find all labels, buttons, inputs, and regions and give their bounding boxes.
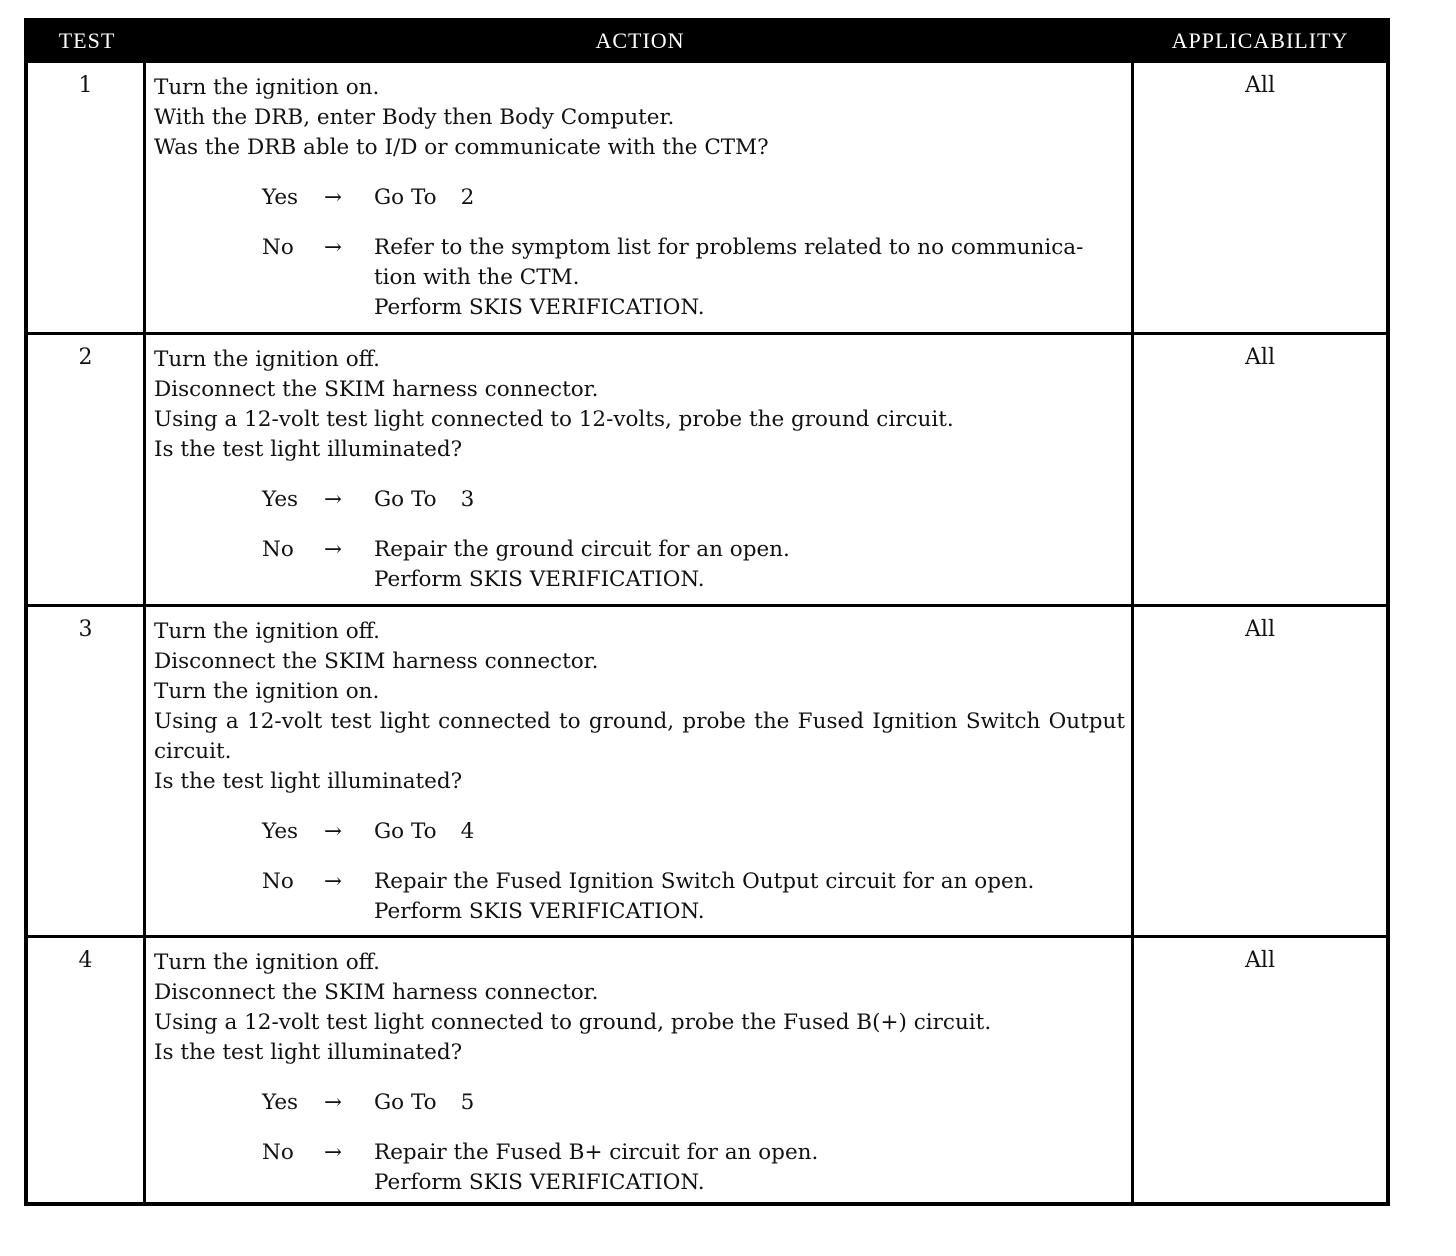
diagnostic-table: [24, 18, 1390, 1206]
goto-label: Go To: [374, 487, 437, 512]
action-step: Turn the ignition off.: [154, 347, 380, 372]
goto-target: 3: [460, 487, 475, 512]
result-line: Perform SKIS VERIFICATION.: [374, 1170, 705, 1195]
result-line: Perform SKIS VERIFICATION.: [374, 567, 705, 592]
action-step: Turn the ignition on.: [154, 679, 380, 704]
table-row: [28, 935, 1386, 1202]
yes-label: Yes: [262, 185, 299, 210]
no-result: [374, 867, 1130, 927]
table-row: [28, 60, 1386, 332]
action-step: Using a 12-volt test light connected to ground, probe the Fused Ignition Switch Output circuit.: [154, 709, 1125, 764]
header-test: TEST: [58, 28, 116, 53]
right-arrow-icon: →: [324, 1090, 343, 1115]
no-label: No: [262, 869, 294, 894]
no-branch: [154, 867, 1125, 927]
table-header: [28, 22, 1386, 60]
result-line: Refer to the symptom list for problems related to no communica-: [374, 235, 1084, 260]
result-line: tion with the CTM.: [374, 265, 580, 290]
no-result: [374, 233, 1130, 323]
goto-result: [374, 485, 1130, 515]
goto-result: [374, 183, 1130, 213]
action-step: Using a 12-volt test light connected to 12-volts, probe the ground circuit.: [154, 407, 954, 432]
goto-label: Go To: [374, 185, 437, 210]
action-question: Was the DRB able to I/D or communicate with the CTM?: [154, 135, 769, 160]
goto-result: [374, 1088, 1130, 1118]
right-arrow-icon: →: [324, 487, 343, 512]
action-question: Is the test light illuminated?: [154, 769, 463, 794]
yes-label: Yes: [262, 819, 299, 844]
goto-label: Go To: [374, 819, 437, 844]
action-step: Using a 12-volt test light connected to ground, probe the Fused B(+) circuit.: [154, 1010, 992, 1035]
table-row: [28, 604, 1386, 935]
header-applicability: APPLICABILITY: [1171, 28, 1349, 53]
yes-branch: [154, 817, 1125, 847]
right-arrow-icon: →: [324, 537, 343, 562]
action-cell: [146, 607, 1134, 935]
right-arrow-icon: →: [324, 235, 343, 260]
action-question: Is the test light illuminated?: [154, 437, 463, 462]
right-arrow-icon: →: [324, 185, 343, 210]
result-line: Perform SKIS VERIFICATION.: [374, 899, 705, 924]
yes-branch: [154, 1088, 1125, 1118]
no-result: [374, 1138, 1130, 1198]
yes-label: Yes: [262, 487, 299, 512]
result-line: Repair the Fused B+ circuit for an open.: [374, 1140, 819, 1165]
table-row: [28, 332, 1386, 604]
applicability-value: All: [1245, 73, 1275, 98]
goto-target: 2: [460, 185, 475, 210]
applicability-value: All: [1245, 345, 1275, 370]
action-step: Disconnect the SKIM harness connector.: [154, 377, 599, 402]
right-arrow-icon: →: [324, 1140, 343, 1165]
applicability-value: All: [1245, 948, 1275, 973]
header-action: ACTION: [595, 28, 685, 53]
action-step: Disconnect the SKIM harness connector.: [154, 980, 599, 1005]
right-arrow-icon: →: [324, 819, 343, 844]
result-line: Repair the Fused Ignition Switch Output circuit for an open.: [374, 869, 1035, 894]
goto-label: Go To: [374, 1090, 437, 1115]
no-label: No: [262, 235, 294, 260]
action-step: Turn the ignition on.: [154, 75, 380, 100]
test-number: 2: [28, 335, 146, 604]
action-step: With the DRB, enter Body then Body Computer.: [154, 105, 675, 130]
right-arrow-icon: →: [324, 869, 343, 894]
action-step: Turn the ignition off.: [154, 619, 380, 644]
goto-target: 4: [460, 819, 475, 844]
goto-result: [374, 817, 1130, 847]
test-number: 4: [28, 938, 146, 1202]
result-line: Perform SKIS VERIFICATION.: [374, 295, 705, 320]
no-branch: [154, 535, 1125, 595]
applicability-value: All: [1245, 617, 1275, 642]
action-step: Disconnect the SKIM harness connector.: [154, 649, 599, 674]
no-result: [374, 535, 1130, 595]
action-cell: [146, 335, 1134, 604]
yes-label: Yes: [262, 1090, 299, 1115]
yes-branch: [154, 485, 1125, 515]
no-branch: [154, 233, 1125, 323]
action-question: Is the test light illuminated?: [154, 1040, 463, 1065]
yes-branch: [154, 183, 1125, 213]
no-label: No: [262, 1140, 294, 1165]
action-cell: [146, 63, 1134, 332]
test-number: 3: [28, 607, 146, 935]
no-branch: [154, 1138, 1125, 1198]
no-label: No: [262, 537, 294, 562]
goto-target: 5: [460, 1090, 475, 1115]
action-cell: [146, 938, 1134, 1202]
result-line: Repair the ground circuit for an open.: [374, 537, 790, 562]
test-number: 1: [28, 63, 146, 332]
action-step: Turn the ignition off.: [154, 950, 380, 975]
